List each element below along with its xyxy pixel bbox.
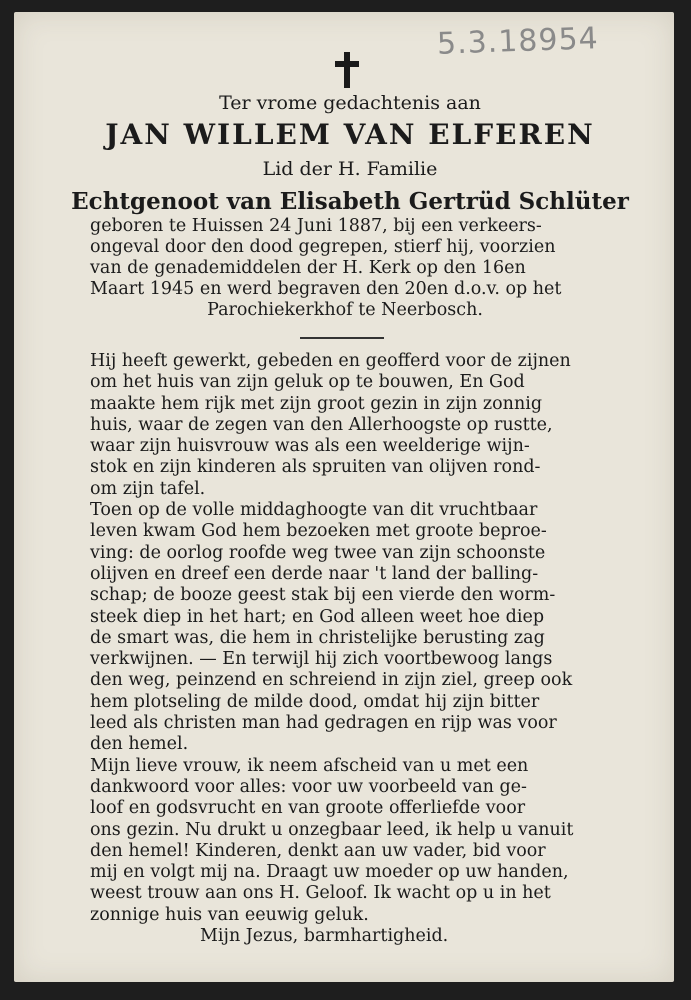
text-line: waar zijn huisvrouw was als een weelderige wijn- (90, 436, 530, 457)
memorial-text (90, 351, 595, 947)
text-line: Mijn lieve vrouw, ik neem afscheid van u met een (90, 755, 529, 776)
divider-rule (300, 337, 384, 339)
closing-prayer: Mijn Jezus, barmhartigheid. (200, 926, 449, 947)
text-line: huis, waar de zegen van den Allerhoogste op rustte, (90, 414, 553, 435)
text-line: om het huis van zijn geluk op te bouwen, En God (90, 372, 525, 393)
text-line: stok en zijn kinderen als spruiten van olijven rond- (90, 457, 541, 478)
text-line: de smart was, die hem in christelijke berusting zag (90, 627, 545, 648)
biography-block (90, 216, 600, 321)
text-line: leed als christen man had gedragen en rijp was voor (90, 713, 557, 734)
text-line: den hemel! Kinderen, denkt aan uw vader, bid voor (90, 840, 546, 861)
bio-line: Maart 1945 en werd begraven den 20en d.o.v. op het (90, 279, 562, 299)
spouse-line: Echtgenoot van Elisabeth Gertrüd Schlüter (71, 188, 629, 215)
cross-icon (334, 52, 360, 88)
text-line: schap; de booze geest stak bij een vierde den worm- (90, 585, 556, 606)
text-line: mij en volgt mij na. Draagt uw moeder op uw handen, (90, 862, 569, 883)
text-line: verkwijnen. — En terwijl hij zich voortbewoog langs (90, 649, 553, 670)
bio-line: geboren te Huissen 24 Juni 1887, bij een verkeers- (90, 216, 542, 236)
text-line: leven kwam God hem bezoeken met groote beproe- (90, 521, 547, 542)
text-line: ons gezin. Nu drukt u onzegbaar leed, ik help u vanuit (90, 819, 574, 840)
text-line: Hij heeft gewerkt, gebeden en geofferd voor de zijnen (90, 351, 571, 371)
pencil-archive-note: 5.3.18954 (436, 21, 600, 62)
text-line: den weg, peinzend en schreiend in zijn ziel, greep ook (90, 670, 573, 691)
text-line: dankwoord voor alles: voor uw voorbeeld van ge- (90, 776, 527, 797)
text-line: Toen op de volle middaghoogte van dit vruchtbaar (90, 500, 538, 521)
bio-line: Parochiekerkhof te Neerbosch. (207, 300, 483, 320)
text-line: maakte hem rijk met zijn groot gezin in zijn zonnig (90, 393, 543, 414)
text-line: ving: de oorlog roofde weg twee van zijn schoonste (90, 542, 546, 563)
text-line: olijven en dreef een derde naar 't land der balling- (90, 563, 539, 584)
text-line: weest trouw aan ons H. Geloof. Ik wacht op u in het (90, 883, 551, 904)
bio-line: van de genademiddelen der H. Kerk op den 16en (90, 258, 526, 278)
text-line: loof en godsvrucht en van groote offerliefde voor (90, 798, 526, 819)
in-memory-line: Ter vrome gedachtenis aan (219, 92, 481, 114)
text-line: om zijn tafel. (90, 478, 206, 499)
text-line: zonnige huis van eeuwig geluk. (90, 904, 369, 925)
membership-line: Lid der H. Familie (262, 158, 438, 180)
text-line: den hemel. (90, 734, 189, 755)
deceased-name: JAN WILLEM VAN ELFEREN (105, 118, 595, 151)
bio-line: ongeval door den dood gegrepen, stierf hij, voorzien (90, 237, 556, 257)
text-line: steek diep in het hart; en God alleen weet hoe diep (90, 606, 545, 627)
text-line: hem plotseling de milde dood, omdat hij zijn bitter (90, 691, 540, 712)
